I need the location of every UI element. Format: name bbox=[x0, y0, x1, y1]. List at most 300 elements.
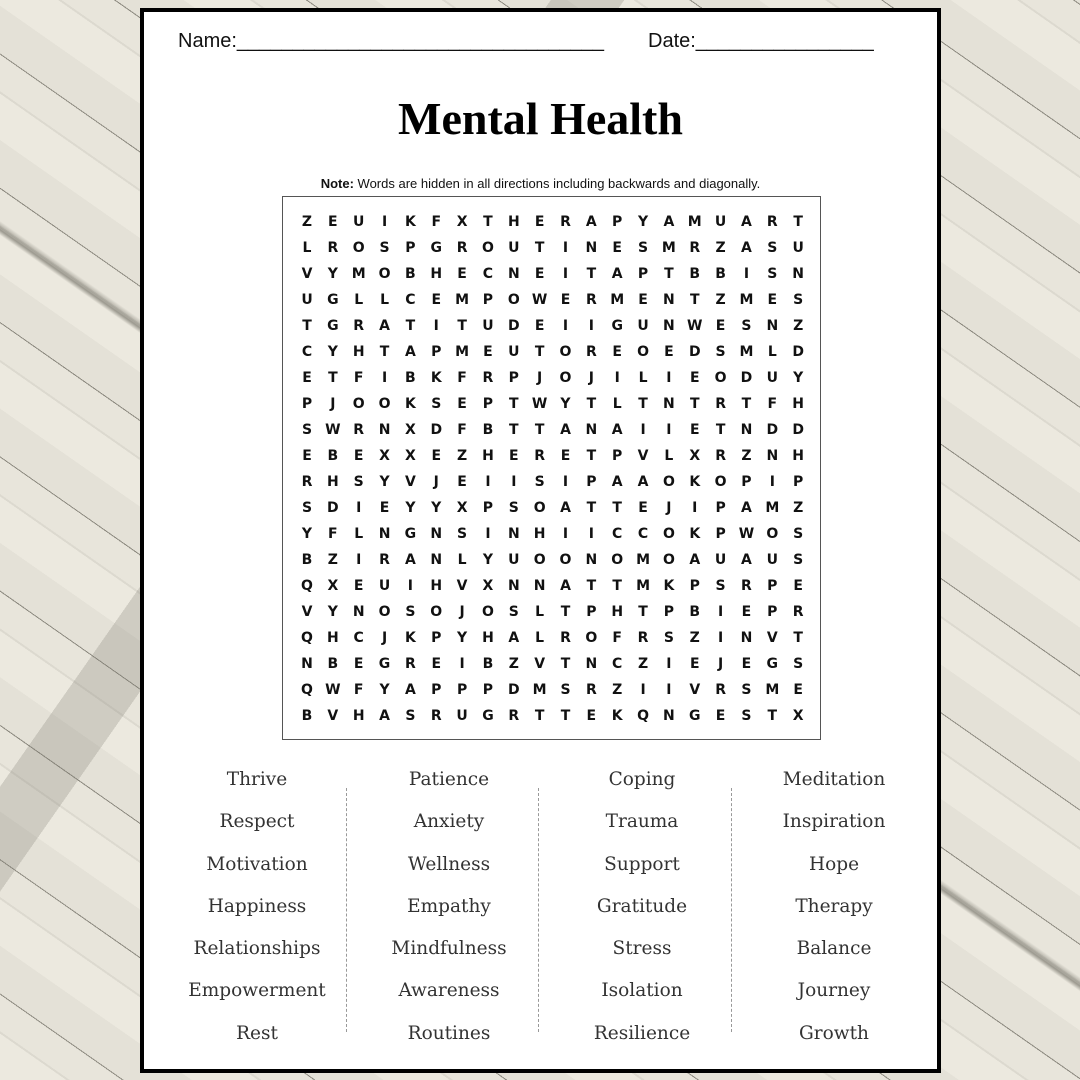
grid-letter[interactable]: Z bbox=[715, 240, 726, 256]
grid-letter[interactable]: L bbox=[354, 526, 364, 542]
grid-letter[interactable]: N bbox=[663, 396, 675, 412]
grid-letter[interactable]: R bbox=[585, 344, 597, 360]
grid-letter[interactable]: S bbox=[534, 474, 545, 490]
grid-letter[interactable]: N bbox=[378, 526, 391, 542]
grid-letter[interactable]: A bbox=[741, 240, 752, 256]
grid-letter[interactable]: O bbox=[559, 370, 572, 386]
grid-letter[interactable]: O bbox=[662, 552, 675, 568]
grid-letter[interactable]: H bbox=[533, 526, 546, 542]
grid-letter[interactable]: B bbox=[689, 266, 701, 282]
grid-letter[interactable]: U bbox=[766, 370, 778, 386]
grid-letter[interactable]: B bbox=[689, 604, 701, 620]
grid-letter[interactable]: P bbox=[586, 474, 597, 490]
grid-letter[interactable]: J bbox=[717, 656, 724, 672]
grid-letter[interactable]: M bbox=[351, 266, 366, 282]
grid-letter[interactable]: E bbox=[353, 656, 364, 672]
grid-letter[interactable]: H bbox=[352, 344, 365, 360]
grid-letter[interactable]: V bbox=[534, 656, 546, 672]
grid-letter[interactable]: E bbox=[534, 214, 545, 230]
grid-letter[interactable]: S bbox=[793, 656, 804, 672]
grid-letter[interactable]: T bbox=[767, 708, 778, 724]
grid-letter[interactable]: N bbox=[792, 266, 804, 282]
grid-letter[interactable]: A bbox=[637, 474, 649, 490]
grid-letter[interactable]: E bbox=[353, 578, 364, 594]
grid-letter[interactable]: U bbox=[482, 318, 494, 334]
grid-letter[interactable]: N bbox=[533, 578, 546, 594]
grid-letter[interactable]: O bbox=[662, 474, 675, 490]
grid-letter[interactable]: G bbox=[404, 526, 417, 542]
grid-letter[interactable]: O bbox=[533, 552, 546, 568]
grid-letter[interactable]: E bbox=[664, 344, 674, 360]
grid-letter[interactable]: I bbox=[743, 266, 750, 282]
grid-letter[interactable]: O bbox=[559, 344, 572, 360]
grid-letter[interactable]: E bbox=[431, 292, 442, 308]
grid-letter[interactable]: Y bbox=[379, 474, 390, 490]
grid-letter[interactable]: M bbox=[532, 682, 547, 698]
grid-letter[interactable]: X bbox=[689, 448, 701, 464]
grid-letter[interactable]: X bbox=[456, 500, 468, 516]
grid-letter[interactable]: P bbox=[715, 500, 726, 516]
grid-letter[interactable]: J bbox=[666, 500, 672, 516]
grid-letter[interactable]: N bbox=[585, 656, 598, 672]
grid-letter[interactable]: E bbox=[638, 292, 648, 308]
grid-letter[interactable]: Z bbox=[793, 318, 804, 334]
grid-letter[interactable]: T bbox=[405, 318, 416, 334]
grid-letter[interactable]: H bbox=[482, 448, 494, 464]
grid-letter[interactable]: Q bbox=[301, 578, 313, 594]
grid-letter[interactable]: V bbox=[456, 578, 468, 594]
grid-letter[interactable]: F bbox=[457, 370, 467, 386]
grid-letter[interactable]: P bbox=[431, 682, 442, 698]
grid-letter[interactable]: A bbox=[560, 422, 571, 438]
grid-letter[interactable]: V bbox=[766, 630, 778, 646]
grid-letter[interactable]: A bbox=[508, 630, 520, 646]
grid-letter[interactable]: Y bbox=[327, 266, 338, 282]
grid-letter[interactable]: Z bbox=[301, 214, 313, 230]
grid-letter[interactable]: I bbox=[562, 266, 569, 282]
grid-letter[interactable]: R bbox=[715, 396, 726, 412]
grid-letter[interactable]: S bbox=[431, 396, 442, 412]
grid-letter[interactable]: E bbox=[689, 370, 700, 386]
grid-letter[interactable]: N bbox=[507, 266, 520, 282]
grid-letter[interactable]: R bbox=[353, 318, 365, 334]
grid-letter[interactable]: B bbox=[405, 266, 416, 282]
grid-letter[interactable]: D bbox=[740, 370, 753, 386]
grid-letter[interactable]: A bbox=[741, 552, 752, 568]
grid-letter[interactable]: T bbox=[689, 396, 700, 412]
grid-letter[interactable]: L bbox=[664, 448, 674, 464]
grid-letter[interactable]: V bbox=[301, 604, 313, 620]
grid-letter[interactable]: J bbox=[381, 630, 388, 646]
grid-letter[interactable]: I bbox=[562, 240, 569, 256]
grid-letter[interactable]: H bbox=[792, 448, 804, 464]
grid-letter[interactable]: E bbox=[689, 422, 700, 438]
grid-letter[interactable]: U bbox=[378, 578, 391, 594]
grid-letter[interactable]: E bbox=[741, 656, 752, 672]
grid-letter[interactable]: I bbox=[485, 474, 491, 490]
grid-letter[interactable]: Z bbox=[741, 448, 752, 464]
grid-letter[interactable]: T bbox=[612, 500, 622, 516]
grid-letter[interactable]: E bbox=[793, 578, 803, 594]
grid-letter[interactable]: I bbox=[459, 656, 465, 672]
grid-letter[interactable]: Z bbox=[793, 500, 804, 516]
grid-letter[interactable]: Y bbox=[301, 526, 313, 542]
grid-letter[interactable]: F bbox=[328, 526, 338, 542]
grid-letter[interactable]: F bbox=[457, 422, 467, 438]
grid-letter[interactable]: A bbox=[741, 214, 752, 230]
grid-letter[interactable]: M bbox=[661, 240, 676, 256]
grid-letter[interactable]: P bbox=[482, 682, 494, 698]
grid-letter[interactable]: W bbox=[325, 682, 341, 698]
grid-letter[interactable]: T bbox=[664, 266, 674, 282]
grid-letter[interactable]: M bbox=[765, 500, 780, 516]
grid-letter[interactable]: S bbox=[715, 578, 726, 594]
grid-letter[interactable]: E bbox=[457, 474, 467, 490]
grid-letter[interactable]: W bbox=[325, 422, 341, 438]
grid-letter[interactable]: O bbox=[637, 344, 649, 360]
grid-letter[interactable]: V bbox=[689, 682, 701, 698]
grid-letter[interactable]: Y bbox=[457, 630, 468, 646]
grid-letter[interactable]: T bbox=[638, 396, 648, 412]
grid-letter[interactable]: P bbox=[767, 604, 778, 620]
grid-letter[interactable]: T bbox=[586, 500, 597, 516]
grid-letter[interactable]: A bbox=[404, 682, 416, 698]
grid-letter[interactable]: E bbox=[715, 708, 726, 724]
grid-letter[interactable]: I bbox=[562, 526, 569, 542]
grid-letter[interactable]: I bbox=[381, 370, 388, 386]
grid-letter[interactable]: R bbox=[715, 448, 726, 464]
grid-letter[interactable]: P bbox=[482, 292, 494, 308]
grid-letter[interactable]: I bbox=[692, 500, 698, 516]
grid-letter[interactable]: T bbox=[586, 578, 597, 594]
grid-letter[interactable]: P bbox=[586, 604, 597, 620]
grid-letter[interactable]: O bbox=[378, 604, 391, 620]
grid-letter[interactable]: R bbox=[327, 240, 339, 256]
grid-letter[interactable]: S bbox=[353, 474, 364, 490]
grid-letter[interactable]: T bbox=[483, 214, 493, 230]
grid-letter[interactable]: D bbox=[792, 344, 804, 360]
grid-letter[interactable]: T bbox=[741, 396, 752, 412]
grid-letter[interactable]: H bbox=[482, 630, 494, 646]
grid-letter[interactable]: C bbox=[405, 292, 416, 308]
grid-letter[interactable]: I bbox=[433, 318, 439, 334]
grid-letter[interactable]: C bbox=[353, 630, 364, 646]
grid-letter[interactable]: E bbox=[638, 500, 648, 516]
grid-letter[interactable]: O bbox=[378, 396, 391, 412]
grid-letter[interactable]: O bbox=[352, 240, 365, 256]
grid-letter[interactable]: V bbox=[301, 266, 313, 282]
grid-letter[interactable]: R bbox=[353, 422, 365, 438]
grid-letter[interactable]: C bbox=[612, 656, 623, 672]
grid-letter[interactable]: S bbox=[301, 422, 313, 438]
grid-letter[interactable]: S bbox=[741, 682, 752, 698]
grid-letter[interactable]: P bbox=[637, 266, 649, 282]
grid-letter[interactable]: R bbox=[560, 630, 571, 646]
grid-letter[interactable]: E bbox=[431, 656, 442, 672]
grid-letter[interactable]: K bbox=[404, 630, 416, 646]
grid-letter[interactable]: G bbox=[611, 318, 623, 334]
grid-letter[interactable]: X bbox=[792, 708, 804, 724]
grid-letter[interactable]: S bbox=[715, 344, 726, 360]
grid-letter[interactable]: T bbox=[509, 396, 519, 412]
grid-letter[interactable]: P bbox=[741, 474, 752, 490]
grid-letter[interactable]: T bbox=[586, 448, 597, 464]
grid-letter[interactable]: Z bbox=[689, 630, 700, 646]
grid-letter[interactable]: J bbox=[459, 604, 465, 620]
grid-letter[interactable]: G bbox=[430, 240, 442, 256]
grid-letter[interactable]: N bbox=[585, 240, 598, 256]
grid-letter[interactable]: X bbox=[404, 448, 416, 464]
grid-letter[interactable]: O bbox=[533, 500, 546, 516]
grid-letter[interactable]: A bbox=[611, 474, 623, 490]
grid-letter[interactable]: R bbox=[560, 214, 571, 230]
grid-letter[interactable]: R bbox=[792, 604, 804, 620]
grid-letter[interactable]: A bbox=[560, 500, 571, 516]
grid-letter[interactable]: G bbox=[327, 292, 339, 308]
grid-letter[interactable]: M bbox=[636, 552, 651, 568]
grid-letter[interactable]: I bbox=[562, 474, 569, 490]
grid-letter[interactable]: P bbox=[767, 578, 778, 594]
grid-letter[interactable]: T bbox=[586, 396, 597, 412]
grid-letter[interactable]: L bbox=[457, 552, 467, 568]
grid-letter[interactable]: C bbox=[637, 526, 649, 542]
grid-letter[interactable]: T bbox=[509, 422, 519, 438]
grid-letter[interactable]: R bbox=[430, 708, 442, 724]
grid-letter[interactable]: B bbox=[327, 656, 339, 672]
grid-letter[interactable]: L bbox=[535, 630, 545, 646]
grid-letter[interactable]: N bbox=[740, 422, 753, 438]
grid-letter[interactable]: A bbox=[611, 422, 623, 438]
grid-letter[interactable]: I bbox=[666, 370, 672, 386]
grid-letter[interactable]: Y bbox=[379, 682, 390, 698]
grid-letter[interactable]: M bbox=[455, 292, 470, 308]
grid-letter[interactable]: P bbox=[689, 578, 700, 594]
grid-letter[interactable]: A bbox=[585, 214, 597, 230]
grid-letter[interactable]: Y bbox=[482, 552, 493, 568]
grid-letter[interactable]: K bbox=[404, 396, 416, 412]
grid-letter[interactable]: B bbox=[327, 448, 339, 464]
grid-letter[interactable]: E bbox=[534, 318, 545, 334]
grid-letter[interactable]: E bbox=[509, 448, 519, 464]
grid-letter[interactable]: L bbox=[535, 604, 545, 620]
name-field[interactable]: Name:_________________________________ bbox=[178, 30, 604, 52]
grid-letter[interactable]: K bbox=[663, 578, 675, 594]
grid-letter[interactable]: D bbox=[792, 422, 804, 438]
grid-letter[interactable]: R bbox=[379, 552, 390, 568]
grid-letter[interactable]: N bbox=[663, 292, 675, 308]
grid-letter[interactable]: T bbox=[560, 656, 571, 672]
grid-letter[interactable]: I bbox=[717, 604, 724, 620]
grid-letter[interactable]: B bbox=[482, 656, 494, 672]
grid-letter[interactable]: P bbox=[793, 474, 804, 490]
grid-letter[interactable]: J bbox=[330, 396, 336, 412]
grid-letter[interactable]: U bbox=[714, 214, 727, 230]
grid-letter[interactable]: O bbox=[352, 396, 365, 412]
grid-letter[interactable]: X bbox=[379, 448, 390, 464]
grid-letter[interactable]: S bbox=[793, 552, 804, 568]
grid-letter[interactable]: N bbox=[301, 656, 313, 672]
grid-letter[interactable]: H bbox=[430, 266, 443, 282]
grid-letter[interactable]: T bbox=[457, 318, 467, 334]
grid-letter[interactable]: P bbox=[612, 448, 623, 464]
grid-letter[interactable]: L bbox=[767, 344, 777, 360]
grid-letter[interactable]: V bbox=[404, 474, 416, 490]
grid-letter[interactable]: U bbox=[508, 344, 520, 360]
grid-letter[interactable]: E bbox=[379, 500, 390, 516]
grid-letter[interactable]: Z bbox=[612, 682, 623, 698]
grid-letter[interactable]: N bbox=[430, 526, 443, 542]
grid-letter[interactable]: F bbox=[353, 370, 364, 386]
grid-letter[interactable]: I bbox=[640, 682, 646, 698]
grid-letter[interactable]: L bbox=[380, 292, 389, 308]
grid-letter[interactable]: T bbox=[302, 318, 312, 334]
grid-letter[interactable]: R bbox=[585, 682, 597, 698]
grid-letter[interactable]: S bbox=[767, 266, 778, 282]
grid-letter[interactable]: N bbox=[663, 708, 675, 724]
grid-letter[interactable]: E bbox=[353, 448, 364, 464]
grid-letter[interactable]: S bbox=[638, 240, 649, 256]
grid-letter[interactable]: E bbox=[793, 682, 803, 698]
grid-letter[interactable]: H bbox=[326, 630, 339, 646]
grid-letter[interactable]: G bbox=[327, 318, 339, 334]
grid-letter[interactable]: D bbox=[430, 422, 443, 438]
grid-letter[interactable]: X bbox=[456, 214, 468, 230]
grid-letter[interactable]: I bbox=[717, 630, 724, 646]
grid-letter[interactable]: S bbox=[741, 318, 752, 334]
grid-letter[interactable]: I bbox=[666, 682, 672, 698]
grid-letter[interactable]: E bbox=[457, 266, 467, 282]
grid-letter[interactable]: E bbox=[328, 214, 338, 230]
grid-letter[interactable]: H bbox=[792, 396, 804, 412]
grid-letter[interactable]: W bbox=[687, 318, 703, 334]
grid-letter[interactable]: R bbox=[456, 240, 468, 256]
grid-letter[interactable]: O bbox=[481, 604, 494, 620]
grid-letter[interactable]: G bbox=[689, 708, 701, 724]
grid-letter[interactable]: T bbox=[328, 370, 338, 386]
grid-letter[interactable]: N bbox=[740, 630, 753, 646]
grid-letter[interactable]: U bbox=[456, 708, 468, 724]
grid-letter[interactable]: F bbox=[353, 682, 364, 698]
grid-letter[interactable]: E bbox=[302, 448, 312, 464]
grid-letter[interactable]: O bbox=[585, 630, 598, 646]
grid-letter[interactable]: Y bbox=[560, 396, 571, 412]
grid-letter[interactable]: H bbox=[326, 474, 339, 490]
grid-letter[interactable]: K bbox=[611, 708, 623, 724]
grid-letter[interactable]: P bbox=[715, 526, 726, 542]
grid-letter[interactable]: E bbox=[302, 370, 312, 386]
grid-letter[interactable]: H bbox=[430, 578, 443, 594]
grid-letter[interactable]: O bbox=[481, 240, 494, 256]
grid-letter[interactable]: R bbox=[715, 682, 726, 698]
grid-letter[interactable]: P bbox=[301, 396, 313, 412]
grid-letter[interactable]: M bbox=[739, 344, 754, 360]
grid-letter[interactable]: U bbox=[714, 552, 727, 568]
grid-letter[interactable]: L bbox=[612, 396, 622, 412]
grid-letter[interactable]: M bbox=[636, 578, 651, 594]
grid-letter[interactable]: R bbox=[508, 708, 520, 724]
grid-letter[interactable]: S bbox=[405, 604, 416, 620]
grid-letter[interactable]: E bbox=[457, 396, 467, 412]
grid-letter[interactable]: I bbox=[356, 500, 362, 516]
grid-letter[interactable]: I bbox=[407, 578, 413, 594]
grid-letter[interactable]: Z bbox=[715, 292, 726, 308]
grid-letter[interactable]: J bbox=[588, 370, 594, 386]
date-field[interactable]: Date:________________ bbox=[648, 30, 874, 52]
grid-letter[interactable]: Q bbox=[301, 682, 313, 698]
grid-letter[interactable]: S bbox=[560, 682, 571, 698]
grid-letter[interactable]: Y bbox=[327, 604, 338, 620]
grid-letter[interactable]: N bbox=[585, 422, 598, 438]
grid-letter[interactable]: T bbox=[715, 422, 726, 438]
grid-letter[interactable]: A bbox=[379, 708, 390, 724]
grid-letter[interactable]: I bbox=[356, 552, 362, 568]
grid-letter[interactable]: T bbox=[689, 292, 700, 308]
grid-letter[interactable]: O bbox=[714, 474, 727, 490]
grid-letter[interactable]: O bbox=[378, 266, 391, 282]
grid-letter[interactable]: N bbox=[507, 578, 520, 594]
grid-letter[interactable]: O bbox=[766, 526, 779, 542]
grid-letter[interactable]: U bbox=[353, 214, 365, 230]
grid-letter[interactable]: L bbox=[354, 292, 364, 308]
grid-letter[interactable]: T bbox=[534, 708, 545, 724]
grid-letter[interactable]: S bbox=[379, 240, 390, 256]
grid-letter[interactable]: O bbox=[714, 370, 727, 386]
grid-letter[interactable]: S bbox=[663, 630, 674, 646]
grid-letter[interactable]: R bbox=[637, 630, 649, 646]
grid-letter[interactable]: H bbox=[352, 708, 365, 724]
grid-letter[interactable]: T bbox=[560, 604, 571, 620]
grid-letter[interactable]: N bbox=[430, 552, 443, 568]
grid-letter[interactable]: E bbox=[715, 318, 726, 334]
grid-letter[interactable]: M bbox=[455, 344, 470, 360]
grid-letter[interactable]: Y bbox=[431, 500, 442, 516]
grid-letter[interactable]: S bbox=[793, 292, 804, 308]
grid-letter[interactable]: M bbox=[739, 292, 754, 308]
grid-letter[interactable]: W bbox=[531, 292, 548, 308]
grid-letter[interactable]: Q bbox=[301, 630, 313, 646]
grid-letter[interactable]: E bbox=[741, 604, 752, 620]
grid-letter[interactable]: S bbox=[508, 604, 519, 620]
grid-letter[interactable]: U bbox=[766, 552, 778, 568]
grid-letter[interactable]: N bbox=[766, 448, 779, 464]
grid-letter[interactable]: Z bbox=[637, 656, 649, 672]
grid-letter[interactable]: E bbox=[534, 266, 545, 282]
grid-letter[interactable]: X bbox=[482, 578, 494, 594]
grid-letter[interactable]: A bbox=[663, 214, 675, 230]
grid-letter[interactable]: K bbox=[430, 370, 442, 386]
grid-letter[interactable]: Z bbox=[508, 656, 519, 672]
grid-letter[interactable]: P bbox=[431, 630, 442, 646]
grid-letter[interactable]: R bbox=[534, 448, 546, 464]
grid-letter[interactable]: Y bbox=[405, 500, 416, 516]
grid-letter[interactable]: U bbox=[301, 292, 313, 308]
grid-letter[interactable]: F bbox=[431, 214, 442, 230]
grid-letter[interactable]: D bbox=[327, 500, 339, 516]
grid-letter[interactable]: A bbox=[404, 552, 416, 568]
grid-letter[interactable]: N bbox=[378, 422, 391, 438]
grid-letter[interactable]: W bbox=[738, 526, 755, 542]
grid-letter[interactable]: T bbox=[534, 422, 545, 438]
grid-letter[interactable]: S bbox=[741, 708, 752, 724]
grid-letter[interactable]: B bbox=[301, 708, 313, 724]
grid-letter[interactable]: G bbox=[766, 656, 779, 672]
grid-letter[interactable]: A bbox=[741, 500, 752, 516]
grid-letter[interactable]: R bbox=[585, 292, 597, 308]
grid-letter[interactable]: S bbox=[767, 240, 778, 256]
grid-letter[interactable]: J bbox=[433, 474, 439, 490]
grid-letter[interactable]: N bbox=[585, 552, 598, 568]
grid-letter[interactable]: A bbox=[379, 318, 390, 334]
